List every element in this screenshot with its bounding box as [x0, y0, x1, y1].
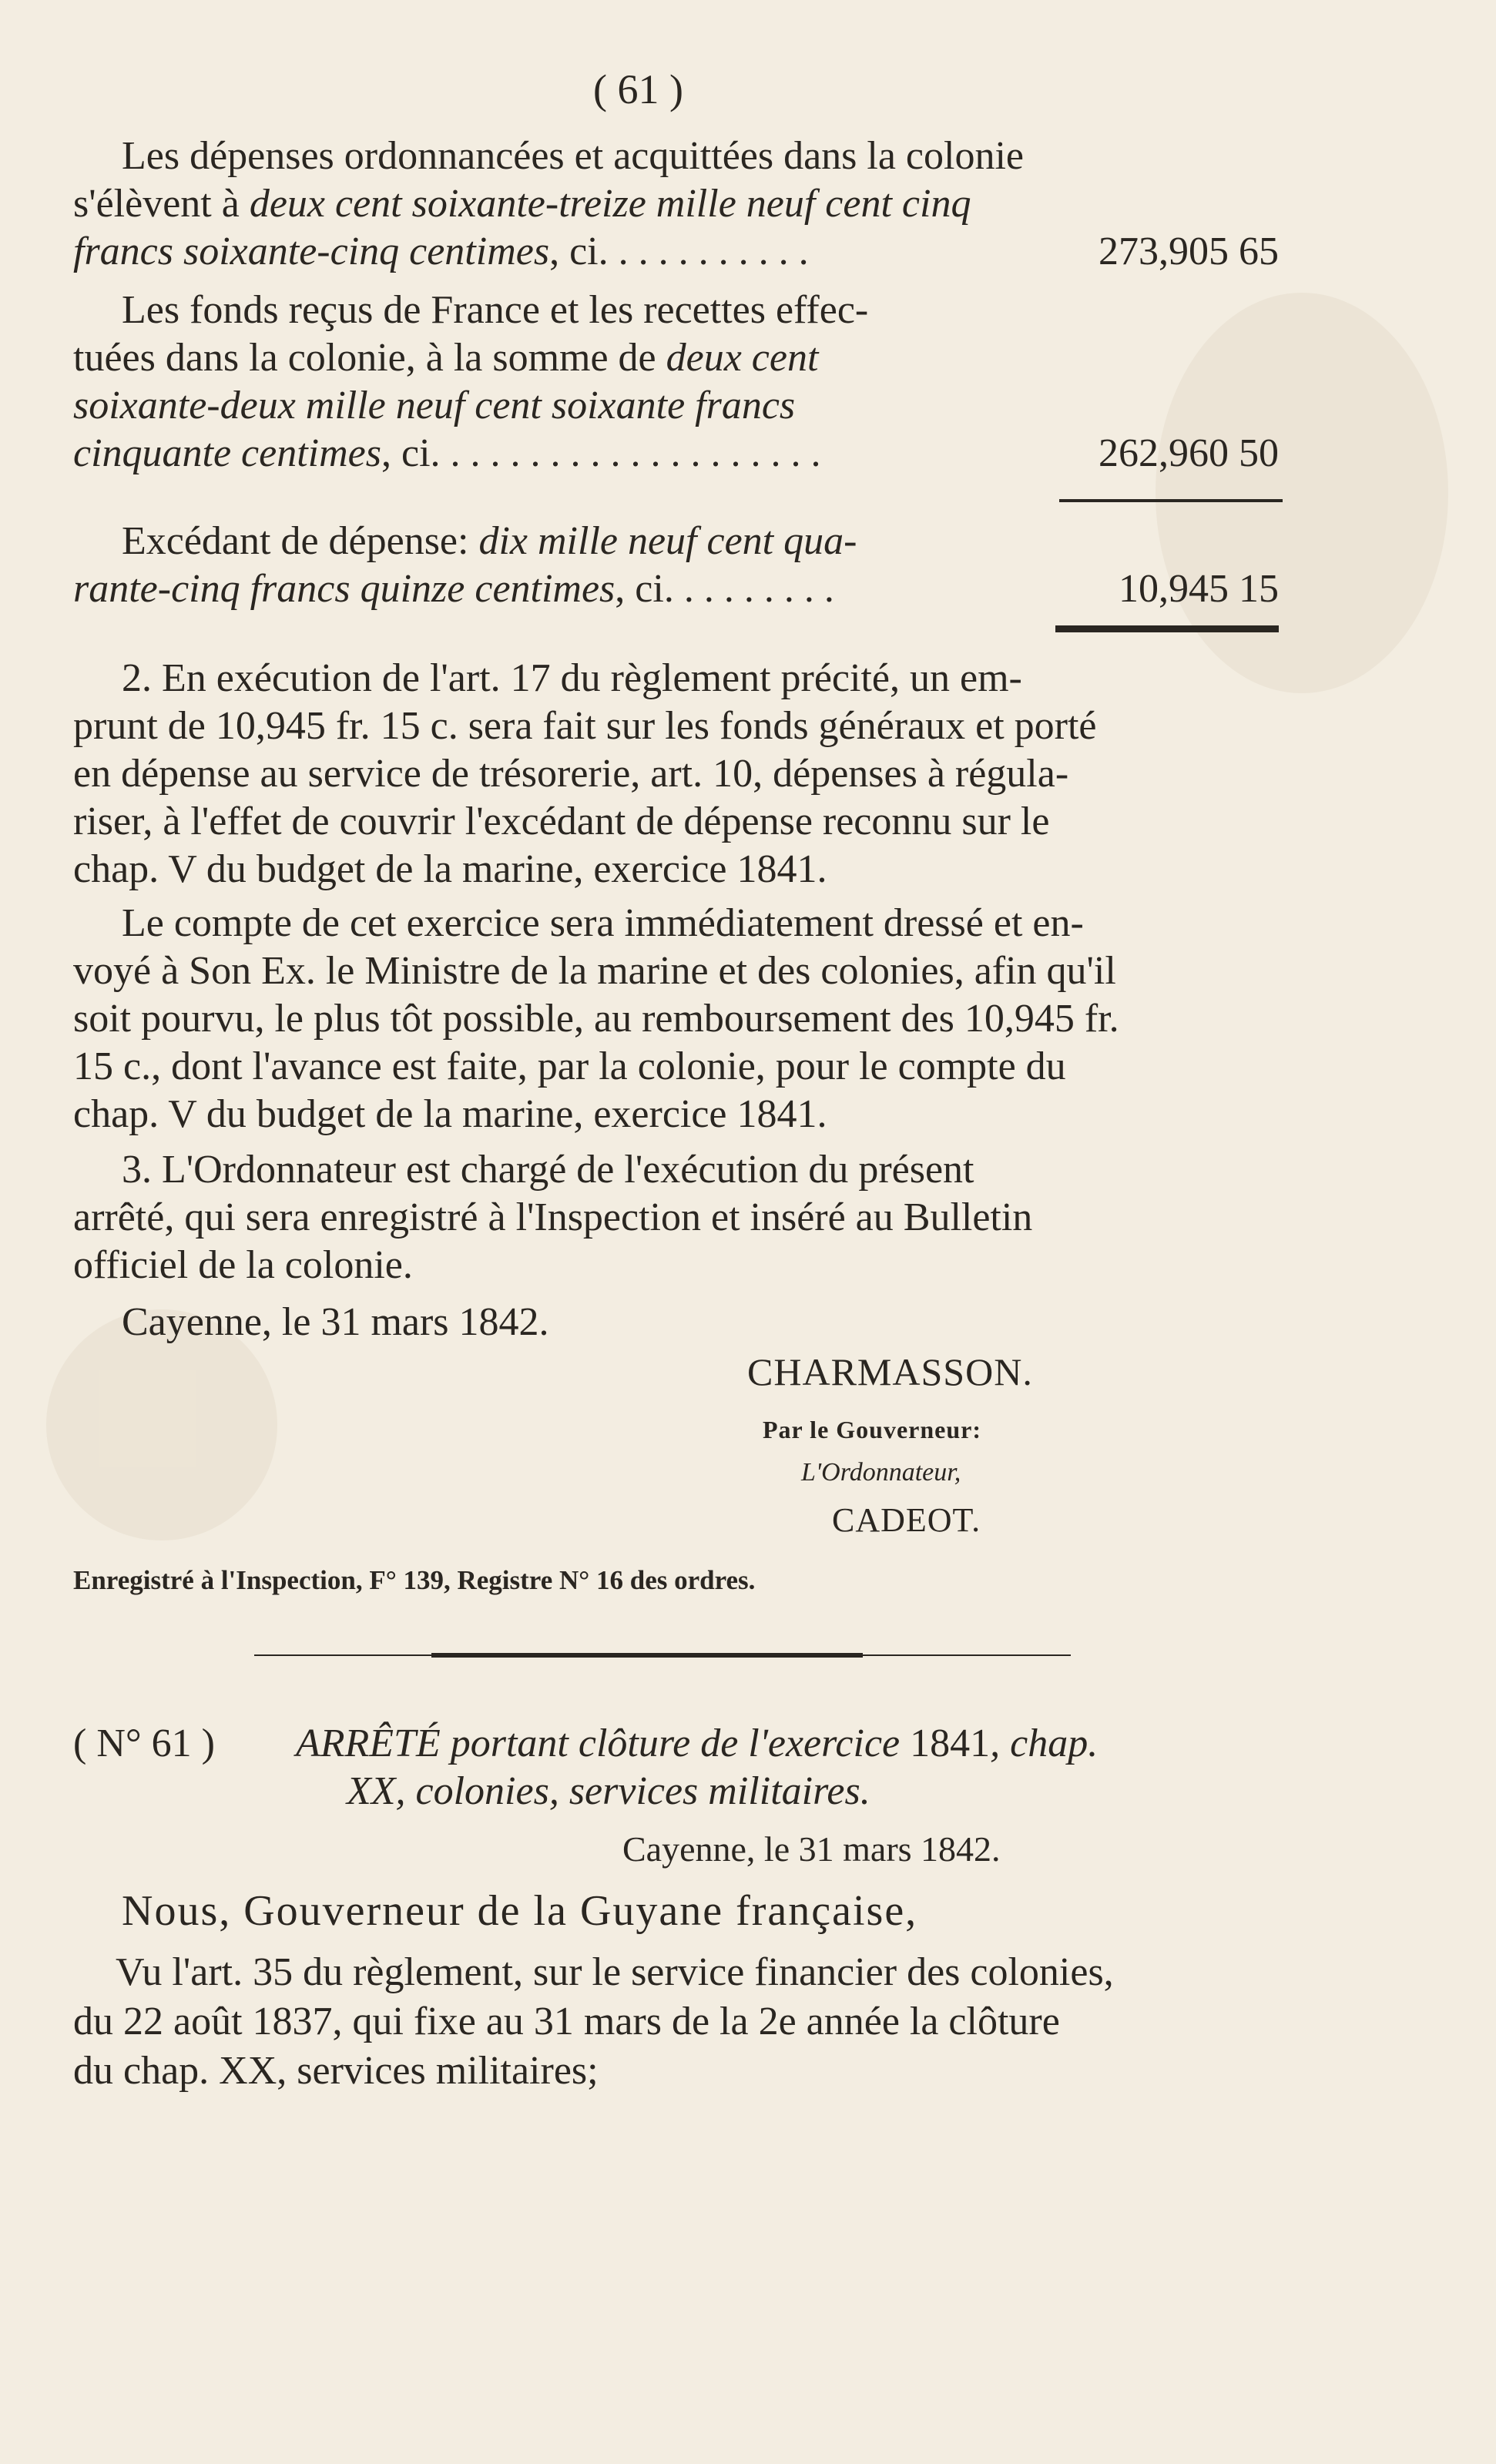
text-italic: dix mille neuf cent qua- [478, 519, 857, 563]
vu-line1: Vu l'art. 35 du règlement, sur le service financier des colonies, [116, 1950, 1114, 1994]
para2-line1: Les fonds reçus de France et les recettes effec- [122, 288, 869, 332]
amount-fonds: 262,960 50 [1099, 431, 1279, 475]
para1-line2 [73, 180, 1275, 228]
para2-line2 [73, 334, 818, 382]
text: Les dépenses ordonnancées et acquittées dans la colonie [122, 134, 1024, 178]
text: 1841 [910, 1721, 991, 1765]
art3-line3: officiel de la colonie. [73, 1243, 413, 1287]
art2-line4: riser, à l'effet de couvrir l'excédant de dépense reconnu sur le [73, 800, 1050, 843]
art2-line1: 2. En exécution de l'art. 17 du règlement précité, un em- [122, 656, 1022, 700]
signature-cadeot: CADEOT. [832, 1501, 981, 1539]
para2-line3 [73, 382, 795, 430]
text-italic: cinquante centimes [73, 431, 381, 475]
art3-line2: arrêté, qui sera enregistré à l'Inspection et inséré au Bulletin [73, 1195, 1033, 1239]
nous-heading: Nous, Gouverneur de la Guyane française, [122, 1887, 918, 1935]
section-divider-thick [431, 1653, 863, 1658]
para3-line1 [122, 518, 857, 565]
text-italic: francs soixante-cinq centimes [73, 230, 550, 273]
amount-depenses: 273,905 65 [1099, 230, 1279, 273]
para3-line2 [73, 565, 834, 613]
text: , ci. . . . . . . . . . . . . . . . . . . . [381, 431, 821, 475]
text-italic: deux cent soixante-treize mille neuf cent cinq [249, 182, 971, 226]
art2b-line1: Le compte de cet exercice sera immédiatement dressé et en- [122, 901, 1084, 945]
decree-date: Cayenne, le 31 mars 1842. [622, 1829, 1001, 1869]
page-number: ( 61 ) [593, 66, 683, 112]
art2-line2: prunt de 10,945 fr. 15 c. sera fait sur les fonds généraux et porté [73, 704, 1097, 748]
signature-charmasson: CHARMASSON. [747, 1350, 1033, 1393]
amount-excedant: 10,945 15 [1119, 567, 1279, 611]
text: Excédant de dépense: [122, 519, 479, 563]
signature-par-gouverneur: Par le Gouverneur: [763, 1416, 982, 1443]
decree-title-line1 [296, 1720, 1098, 1768]
decree-number: ( N° 61 ) [73, 1721, 215, 1765]
art2-line3: en dépense au service de trésorerie, art. 10, dépenses à régula- [73, 752, 1069, 796]
art2-line5: chap. V du budget de la marine, exercice 1841. [73, 847, 827, 891]
para1-line3 [73, 228, 809, 276]
para1-line1 [122, 132, 1277, 180]
art2b-line3: soit pourvu, le plus tôt possible, au remboursement des 10,945 fr. [73, 997, 1119, 1041]
sum-rule [1059, 499, 1283, 502]
decree-title-line2 [347, 1768, 870, 1815]
text-italic: XX, colonies, services militaires. [347, 1769, 870, 1813]
text-italic: soixante-deux mille neuf cent soixante francs [73, 384, 796, 427]
signature-role: L'Ordonnateur, [801, 1458, 961, 1487]
text: s'élèvent à [73, 182, 250, 226]
vu-line3: du chap. XX, services militaires; [73, 2049, 599, 2093]
art2b-line2: voyé à Son Ex. le Ministre de la marine et des colonies, afin qu'il [73, 949, 1116, 993]
text: tuées dans la colonie, à la somme de [73, 336, 666, 380]
text-italic: , chap. [990, 1721, 1099, 1765]
date-line: Cayenne, le 31 mars 1842. [122, 1300, 549, 1344]
para2-line4 [73, 430, 821, 478]
art3-line1: 3. L'Ordonnateur est chargé de l'exécution du présent [122, 1148, 974, 1192]
registration-note: Enregistré à l'Inspection, F° 139, Registre N° 16 des ordres. [73, 1565, 756, 1595]
text-italic: ARRÊTÉ portant clôture de l'exercice [296, 1721, 911, 1765]
text-italic: rante-cinq francs quinze centimes [73, 567, 616, 611]
vu-line2: du 22 août 1837, qui fixe au 31 mars de la 2e année la clôture [73, 2000, 1060, 2043]
total-rule [1055, 625, 1279, 632]
text: , ci. . . . . . . . . [615, 567, 834, 611]
art2b-line4: 15 c., dont l'avance est faite, par la colonie, pour le compte du [73, 1044, 1066, 1088]
art2b-line5: chap. V du budget de la marine, exercice 1841. [73, 1092, 827, 1136]
text-italic: deux cent [666, 336, 819, 380]
paper-stain [1156, 293, 1448, 693]
text: , ci. . . . . . . . . . . [549, 230, 809, 273]
